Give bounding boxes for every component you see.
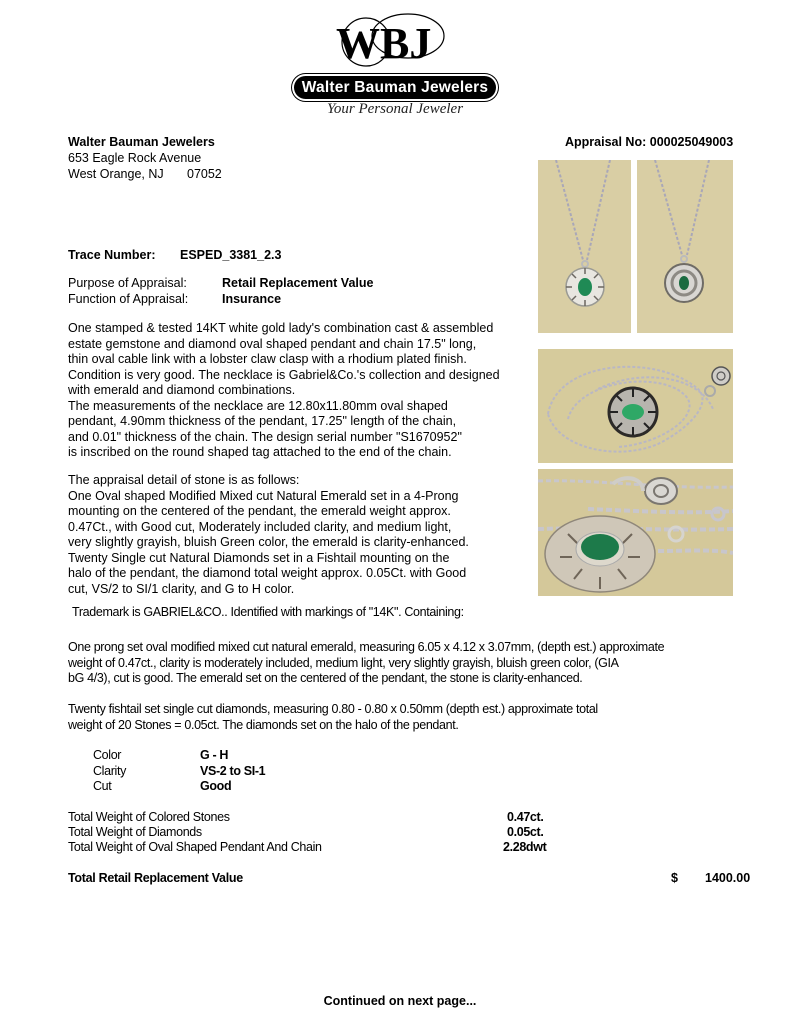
grade-clarity-value: VS-2 to SI-1 <box>200 764 266 778</box>
stone-detail-line: 0.47Ct., with Good cut, Moderately included clarity, and medium light, <box>68 519 452 534</box>
company-address: 653 Eagle Rock Avenue <box>68 151 202 165</box>
function-label: Function of Appraisal: <box>68 292 189 306</box>
diamond-line: weight of 20 Stones = 0.05ct. The diamonds set on the halo of the pendant. <box>68 717 459 732</box>
description-line: The measurements of the necklace are 12.80x11.80mm oval shaped <box>68 398 448 413</box>
retail-currency: $ <box>671 871 678 885</box>
description-line: is inscribed on the round shaped tag attached to the end of the chain. <box>68 445 452 459</box>
description-line: One stamped & tested 14KT white gold lady's combination cast & assembled <box>68 321 494 335</box>
wbj-monogram-icon <box>328 8 462 70</box>
retail-value-label: Total Retail Replacement Value <box>68 871 243 885</box>
pendant-closeup-photo <box>538 469 733 596</box>
grade-color-value: G - H <box>200 748 229 762</box>
diamond-paragraph <box>68 702 598 733</box>
company-zip: 07052 <box>187 167 222 181</box>
company-name: Walter Bauman Jewelers <box>68 135 215 149</box>
company-city-state: West Orange, NJ <box>68 167 164 181</box>
grade-cut-value: Good <box>200 779 232 793</box>
grade-color-label: Color <box>93 748 122 762</box>
description-line: and 0.01" thickness of the chain. The design serial number "S1670952" <box>68 429 462 444</box>
logo-name-banner <box>292 74 498 101</box>
emerald-line: One prong set oval modified mixed cut natural emerald, measuring 6.05 x 4.12 x 3.07mm, (depth est.) approximate <box>68 640 665 654</box>
description-line: with emerald and diamond combinations. <box>68 383 296 397</box>
stone-detail-line: mounting on the centered of the pendant, the emerald weight approx. <box>68 504 451 518</box>
grade-cut-label: Cut <box>93 779 112 793</box>
necklace-full-photo <box>538 349 733 463</box>
emerald-paragraph <box>68 640 664 687</box>
logo-tagline: Your Personal Jeweler <box>326 101 464 117</box>
description-line: Condition is very good. The necklace is Gabriel&Co.'s collection and designed <box>68 367 500 382</box>
monogram-text: WBJ <box>336 19 432 68</box>
total-diamonds-value: 0.05ct. <box>507 825 544 839</box>
stone-detail-line: halo of the pendant, the diamond total weight approx. 0.05Ct. with Good <box>68 566 467 580</box>
total-pendant-value: 2.28dwt <box>503 840 547 854</box>
trademark-line: Trademark is GABRIEL&CO.. Identified with markings of "14K". Containing: <box>72 605 464 619</box>
total-diamonds-label: Total Weight of Diamonds <box>68 825 202 839</box>
stone-detail-line: The appraisal detail of stone is as follows: <box>68 473 300 487</box>
total-colored-value: 0.47ct. <box>507 810 544 824</box>
retail-value: 1400.00 <box>705 871 751 885</box>
appraisal-number <box>565 135 733 151</box>
stone-detail-line: very slightly grayish, bluish Green color, the emerald is clarity-enhanced. <box>68 535 469 549</box>
trace-label: Trace Number: <box>68 248 156 262</box>
description-line: thin oval cable link with a lobster claw clasp with a rhodium plated finish. <box>68 352 467 366</box>
emerald-line: weight of 0.47ct., clarity is moderately included, medium light, very slightly grayish, bluish green color, (GIA <box>68 655 619 670</box>
stone-detail-line: cut, VS/2 to SI/1 clarity, and G to H color. <box>68 581 295 596</box>
pendant-back-photo <box>637 160 733 333</box>
grade-clarity-label: Clarity <box>93 764 126 778</box>
purpose-label: Purpose of Appraisal: <box>68 276 187 290</box>
total-pendant-label: Total Weight of Oval Shaped Pendant And Chain <box>68 840 322 854</box>
function-value: Insurance <box>222 292 282 306</box>
description-line: estate gemstone and diamond oval shaped pendant and chain 17.5" long, <box>68 336 477 351</box>
emerald-line: bG 4/3), cut is good. The emerald set on the centered of the pendant, the stone is clarity-enhanced. <box>68 671 583 685</box>
appraisal-label: Appraisal No: <box>565 135 647 149</box>
pendant-front-photo <box>538 160 631 333</box>
description-line: pendant, 4.90mm thickness of the pendant, 17.25" length of the chain, <box>68 414 457 428</box>
logo-name: Walter Bauman Jewelers <box>301 79 489 96</box>
stone-detail <box>68 473 518 597</box>
continued-footer: Continued on next page... <box>323 994 477 1008</box>
diamond-line: Twenty fishtail set single cut diamonds, measuring 0.80 - 0.80 x 0.50mm (depth est.) approximate total <box>68 702 598 716</box>
trace-value: ESPED_3381_2.3 <box>180 248 282 262</box>
company-logo <box>288 8 502 118</box>
total-colored-label: Total Weight of Colored Stones <box>68 810 230 824</box>
purpose-value: Retail Replacement Value <box>222 276 374 290</box>
appraisal-value: 000025049003 <box>649 135 734 149</box>
item-description <box>68 321 518 461</box>
stone-detail-line: Twenty Single cut Natural Diamonds set in a Fishtail mounting on the <box>68 550 450 565</box>
stone-detail-line: One Oval shaped Modified Mixed cut Natural Emerald set in a 4-Prong <box>68 488 459 503</box>
